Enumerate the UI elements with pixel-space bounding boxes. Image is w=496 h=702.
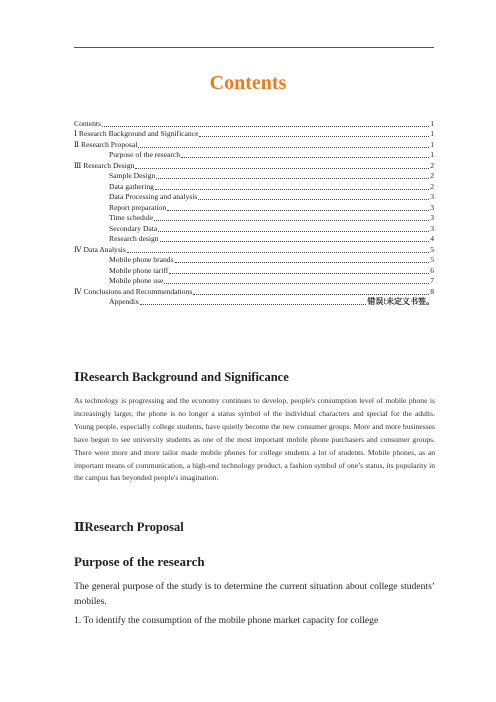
toc-entry-page: 2 — [430, 171, 434, 180]
toc-leader-dots — [102, 119, 429, 127]
toc-entry-title: Ⅳ Conclusions and Recommendations — [74, 286, 193, 296]
toc-entry-title: Purpose of the research — [109, 150, 181, 159]
toc-entry-page: 5 — [430, 255, 434, 264]
toc-entry-page: 3 — [430, 213, 434, 222]
toc-entry[interactable] — [74, 234, 434, 245]
section-heading-background: ⅠResearch Background and Significance — [74, 370, 289, 384]
contents-title: Contents — [209, 72, 287, 94]
section-heading-proposal: ⅡResearch Proposal — [74, 520, 184, 534]
toc-entry-page: 3 — [430, 223, 434, 233]
toc-entry-title: Contents — [74, 118, 102, 128]
toc-entry-page: 错误!未定义书签。 — [367, 297, 434, 306]
toc-leader-dots — [164, 276, 429, 284]
toc-entry-title: Sample Design — [109, 171, 156, 180]
toc-entry-page: 3 — [430, 192, 434, 201]
toc-entry-title: Ⅰ Research Background and Significance — [74, 129, 199, 138]
toc-leader-dots — [175, 255, 430, 263]
toc-entry[interactable] — [74, 255, 434, 266]
toc-leader-dots — [193, 287, 429, 295]
toc-entry-title: Research design — [109, 234, 159, 243]
toc-entry-title: Mobile phone tariff — [109, 265, 169, 275]
toc-entry[interactable] — [74, 192, 434, 203]
toc-leader-dots — [158, 224, 429, 232]
background-paragraph: As technology is progressing and the economy continues to develop, people's consumption level of mobile phone is increasingly larger, the phone is no longer a status symbol of the individual characters and special for the adults. Young people, especially college students, have quietly become the new consumer groups. More and more businesses have begun to see university students as one of the most important mobile phone purchasers and consumer groups. There were more and more tailor made mobile phones for college students a lot of students. Mobile phones, as an important means of communication, a high-end technology product, a fashion symbol of one’s status, its popularity in the campus has beyonded people's imagination. — [74, 396, 435, 483]
toc-entry-title: Report preparation — [109, 202, 167, 212]
toc-entry-page: 5 — [430, 244, 434, 254]
toc-entry-title: Data gathering — [109, 181, 154, 191]
toc-entry[interactable] — [74, 171, 434, 182]
toc-entry[interactable] — [74, 118, 434, 129]
toc-entry[interactable] — [74, 160, 434, 171]
toc-leader-dots — [167, 203, 429, 211]
toc-entry-title: Mobile phone brands — [109, 255, 174, 264]
toc-entry-title: Ⅲ Research Design — [74, 160, 135, 170]
toc-leader-dots — [155, 182, 429, 190]
toc-entry[interactable] — [74, 129, 434, 140]
toc-entry-page: 1 — [430, 118, 434, 128]
toc-entry-page: 1 — [430, 129, 434, 138]
toc-entry-title: Data Processing and analysis — [109, 192, 198, 201]
toc-entry[interactable] — [74, 286, 434, 297]
toc-leader-dots — [160, 234, 430, 242]
toc-entry-page: 2 — [430, 160, 434, 170]
toc-entry-page: 8 — [430, 286, 434, 296]
toc-entry-page: 1 — [430, 139, 434, 149]
subheading-purpose: Purpose of the research — [74, 554, 205, 569]
toc-leader-dots — [154, 213, 429, 221]
toc-entry[interactable] — [74, 265, 434, 276]
toc-entry[interactable] — [74, 150, 434, 161]
toc-leader-dots — [127, 245, 429, 253]
toc-leader-dots — [135, 161, 429, 169]
toc-entry-title: Secondary Data — [109, 223, 158, 233]
toc-entry-page: 6 — [430, 265, 434, 275]
toc-entry-title: Time schedule — [109, 213, 154, 222]
toc-leader-dots — [198, 192, 429, 200]
table-of-contents — [74, 118, 434, 307]
toc-entry-page: 3 — [430, 202, 434, 212]
toc-leader-dots — [169, 266, 429, 274]
toc-leader-dots — [181, 150, 429, 158]
toc-entry[interactable] — [74, 276, 434, 287]
toc-entry[interactable] — [74, 213, 434, 224]
toc-leader-dots — [138, 140, 429, 148]
toc-leader-dots — [199, 129, 429, 137]
toc-entry[interactable] — [74, 223, 434, 234]
toc-entry[interactable] — [74, 244, 434, 255]
toc-entry-title: Appendix — [109, 297, 139, 306]
toc-entry[interactable] — [74, 139, 434, 150]
toc-entry-title: Ⅱ Research Proposal — [74, 139, 138, 149]
toc-entry-title: Mobile phone use — [109, 276, 164, 285]
toc-entry-page: 2 — [430, 181, 434, 191]
toc-leader-dots — [156, 171, 429, 179]
toc-leader-dots — [140, 297, 366, 305]
purpose-paragraph: The general purpose of the study is to determine the current situation about college students’ mobiles. — [74, 581, 435, 607]
toc-entry[interactable] — [74, 181, 434, 192]
toc-entry-page: 4 — [430, 234, 434, 243]
toc-entry[interactable] — [74, 297, 434, 308]
header-rule — [74, 47, 434, 48]
toc-entry[interactable] — [74, 202, 434, 213]
toc-entry-title: Ⅳ Data Analysis — [74, 244, 126, 254]
purpose-list-item-1: 1. To identify the consumption of the mobile phone market capacity for college — [74, 615, 379, 626]
toc-entry-page: 7 — [430, 276, 434, 285]
toc-entry-page: 1 — [430, 150, 434, 159]
